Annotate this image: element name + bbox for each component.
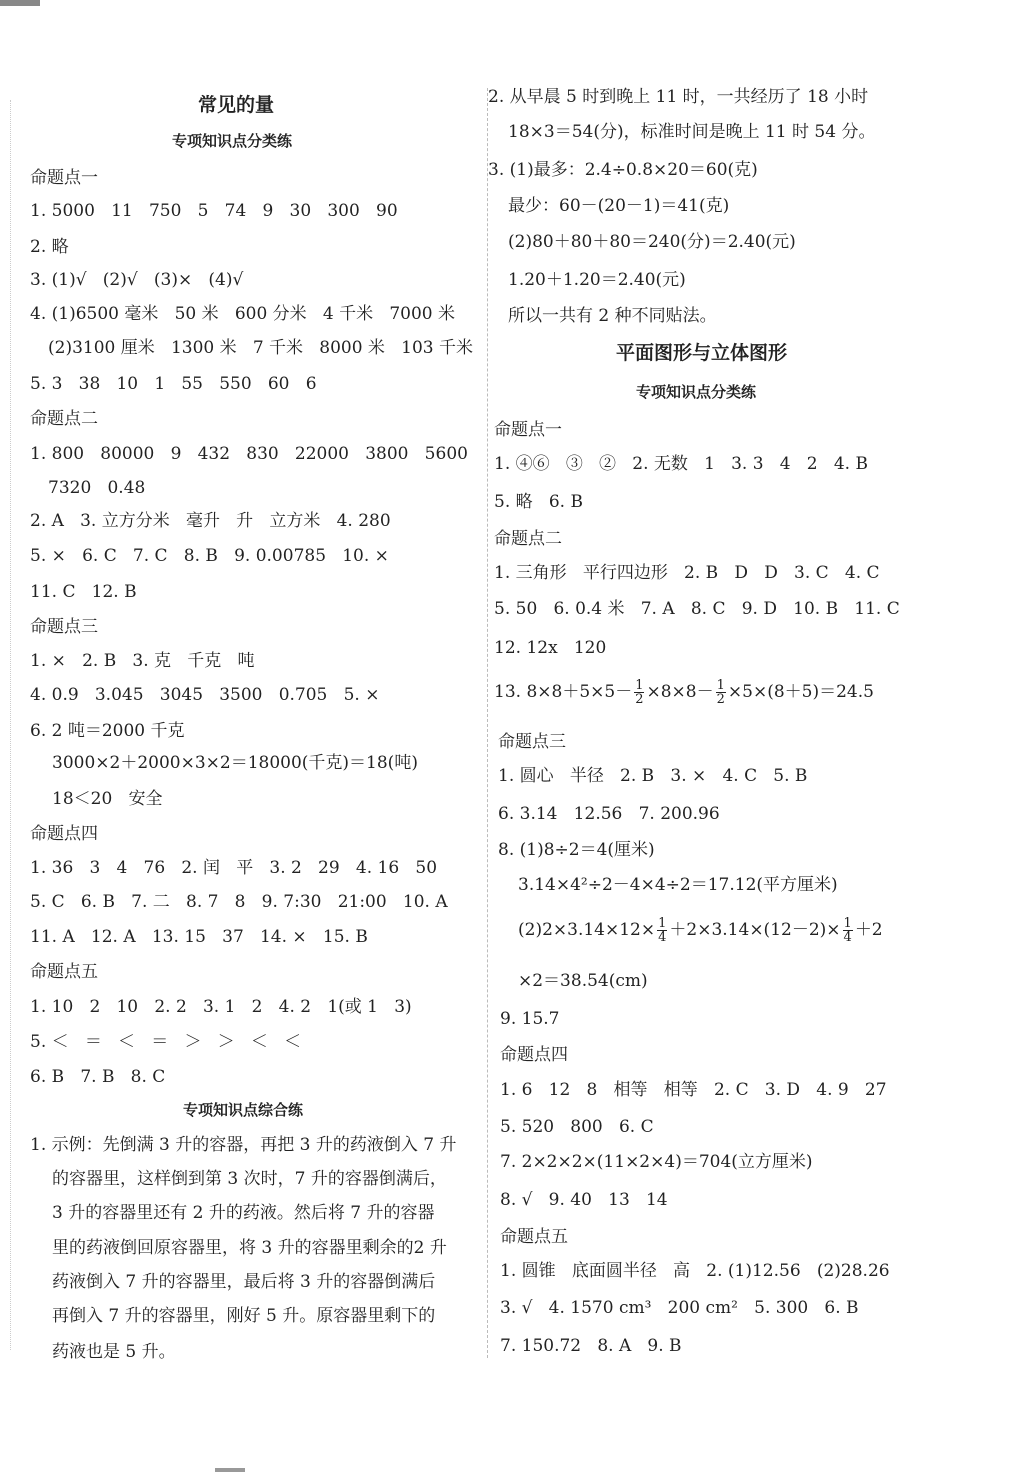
answer-line: 3. (1)√ (2)√ (3)× (4)√ xyxy=(30,270,244,290)
answer-line: 11. A 12. A 13. 15 37 14. × 15. B xyxy=(30,927,368,947)
answer-line: 1. 6 12 8 相等 相等 2. C 3. D 4. 9 27 xyxy=(500,1080,887,1100)
answer-line: 8. √ 9. 40 13 14 xyxy=(500,1190,668,1210)
answer-line: ×2＝38.54(cm) xyxy=(518,971,648,991)
answer-line: 7. 2×2×2×(11×2×4)＝704(立方厘米) xyxy=(500,1152,813,1172)
topic-heading: 命题点三 xyxy=(30,617,98,637)
binding-edge xyxy=(10,100,11,1350)
answer-line: 1. 示例：先倒满 3 升的容器，再把 3 升的药液倒入 7 升 xyxy=(30,1135,457,1155)
section-subtitle: 专项知识点分类练 xyxy=(636,383,757,401)
answer-line: 1. × 2. B 3. 克 千克 吨 xyxy=(30,651,255,671)
column-divider xyxy=(487,88,488,1358)
answer-line: 1. 圆心 半径 2. B 3. × 4. C 5. B xyxy=(498,766,808,786)
answer-line: 3.14×4²÷2－4×4÷2＝17.12(平方厘米) xyxy=(518,875,838,895)
expr-part: ×5×(8＋5)＝24.5 xyxy=(727,682,874,702)
answer-line: 4. 0.9 3.045 3045 3500 0.705 5. × xyxy=(30,685,380,705)
answer-line: 11. C 12. B xyxy=(30,582,137,602)
answer-line: 1. 36 3 4 76 2. 闰 平 3. 2 29 4. 16 50 xyxy=(30,858,438,878)
answer-line: 1. 800 80000 9 432 830 22000 3800 5600 xyxy=(30,444,468,464)
topic-heading: 命题点五 xyxy=(500,1227,568,1247)
answer-line: 1. 三角形 平行四边形 2. B D D 3. C 4. C xyxy=(494,563,880,583)
topic-heading: 命题点五 xyxy=(30,962,98,982)
section-subtitle: 专项知识点综合练 xyxy=(183,1101,304,1119)
answer-line: 5. 略 6. B xyxy=(494,492,583,512)
expr-part: ＋2 xyxy=(854,920,883,940)
fraction-quarter xyxy=(843,917,853,944)
answer-line: 5. C 6. B 7. 二 8. 7 8 9. 7:30 21:00 10. A xyxy=(30,892,448,912)
answer-line: 18×3＝54(分)，标准时间是晚上 11 时 54 分。 xyxy=(508,122,876,142)
topic-heading: 命题点四 xyxy=(500,1045,568,1065)
answer-line: 3 升的容器里还有 2 升的药液。然后将 7 升的容器 xyxy=(52,1203,435,1223)
answer-line: 5. 3 38 10 1 55 550 60 6 xyxy=(30,374,317,394)
topic-heading: 命题点三 xyxy=(498,732,566,752)
fraction-half xyxy=(716,679,726,706)
answer-line: 9. 15.7 xyxy=(500,1009,560,1029)
fraction-numerator: 1 xyxy=(658,916,667,931)
answer-line: 再倒入 7 升的容器里，刚好 5 升。原容器里剩下的 xyxy=(52,1306,436,1326)
answer-line: (2)3100 厘米 1300 米 7 千米 8000 米 103 千米 xyxy=(48,338,473,358)
answer-line: 1. 圆锥 底面圆半径 高 2. (1)12.56 (2)28.26 xyxy=(500,1261,890,1281)
answer-line: 2. 从早晨 5 时到晚上 11 时，一共经历了 18 小时 xyxy=(488,87,869,107)
answer-line: 所以一共有 2 种不同贴法。 xyxy=(508,306,717,326)
topic-heading: 命题点四 xyxy=(30,824,98,844)
corner-mark xyxy=(0,0,40,6)
answer-line-fraction xyxy=(518,912,883,948)
section-subtitle: 专项知识点分类练 xyxy=(172,132,293,150)
answer-line: 的容器里，这样倒到第 3 次时，7 升的容器倒满后， xyxy=(52,1169,447,1189)
answer-line: 1. ④⑥ ③ ② 2. 无数 1 3. 3 4 2 4. B xyxy=(494,454,868,474)
fraction-denominator: 4 xyxy=(843,930,852,945)
answer-line: 2. 略 xyxy=(30,237,69,257)
fraction-numerator: 1 xyxy=(716,678,725,693)
topic-heading: 命题点一 xyxy=(494,420,562,440)
answer-line: 3. (1)最多：2.4÷0.8×20＝60(克) xyxy=(488,160,758,180)
answer-line: (2)80＋80＋80＝240(分)＝2.40(元) xyxy=(508,232,796,252)
answer-line: 7320 0.48 xyxy=(48,478,146,498)
answer-line: 1.20＋1.20＝2.40(元) xyxy=(508,270,686,290)
section-title: 常见的量 xyxy=(198,94,275,116)
answer-line: 1. 5000 11 750 5 74 9 30 300 90 xyxy=(30,201,398,221)
answer-line: 6. 3.14 12.56 7. 200.96 xyxy=(498,804,720,824)
answer-line: 5. × 6. C 7. C 8. B 9. 0.00785 10. × xyxy=(30,546,389,566)
section-title: 平面图形与立体图形 xyxy=(616,342,788,364)
fraction-denominator: 2 xyxy=(716,692,725,707)
expr-part: 13. 8×8＋5×5－ xyxy=(494,682,633,702)
answer-line: 2. A 3. 立方分米 毫升 升 立方米 4. 280 xyxy=(30,511,391,531)
expr-part: ＋2×3.14×(12－2)× xyxy=(669,920,841,940)
answer-line: 12. 12x 120 xyxy=(494,638,607,658)
answer-line: 5. 50 6. 0.4 米 7. A 8. C 9. D 10. B 11. C xyxy=(494,599,900,619)
answer-line: 8. (1)8÷2＝4(厘米) xyxy=(498,840,655,860)
answer-line: 药液也是 5 升。 xyxy=(52,1342,176,1362)
answer-line: 6. B 7. B 8. C xyxy=(30,1067,166,1087)
fraction-denominator: 2 xyxy=(635,692,644,707)
answer-line: 4. (1)6500 毫米 50 米 600 分米 4 千米 7000 米 xyxy=(30,304,455,324)
answer-line: 5. ＜ ＝ ＜ ＝ ＞ ＞ ＜ ＜ xyxy=(30,1032,302,1052)
answer-line: 药液倒入 7 升的容器里，最后将 3 升的容器倒满后 xyxy=(52,1272,436,1292)
answer-line: 18＜20 安全 xyxy=(52,789,163,809)
footer-mark xyxy=(215,1468,245,1472)
answer-line: 最少：60－(20－1)＝41(克) xyxy=(508,196,730,216)
answer-line: 里的药液倒回原容器里，将 3 升的容器里剩余的2 升 xyxy=(52,1238,447,1258)
fraction-numerator: 1 xyxy=(843,916,852,931)
topic-heading: 命题点二 xyxy=(494,529,562,549)
fraction-half xyxy=(634,679,644,706)
fraction-numerator: 1 xyxy=(635,678,644,693)
answer-line: 5. 520 800 6. C xyxy=(500,1117,654,1137)
answer-line: 6. 2 吨＝2000 千克 xyxy=(30,721,185,741)
answer-line: 3000×2＋2000×3×2＝18000(千克)＝18(吨) xyxy=(52,753,418,773)
answer-line: 3. √ 4. 1570 cm³ 200 cm² 5. 300 6. B xyxy=(500,1298,859,1318)
answer-line: 7. 150.72 8. A 9. B xyxy=(500,1336,682,1356)
expr-part: (2)2×3.14×12× xyxy=(518,920,656,940)
expr-part: ×8×8－ xyxy=(646,682,714,702)
topic-heading: 命题点二 xyxy=(30,409,98,429)
fraction-denominator: 4 xyxy=(658,930,667,945)
answer-line-fraction xyxy=(494,674,874,710)
topic-heading: 命题点一 xyxy=(30,168,98,188)
fraction-quarter xyxy=(657,917,667,944)
answer-line: 1. 10 2 10 2. 2 3. 1 2 4. 2 1(或 1 3) xyxy=(30,997,412,1017)
